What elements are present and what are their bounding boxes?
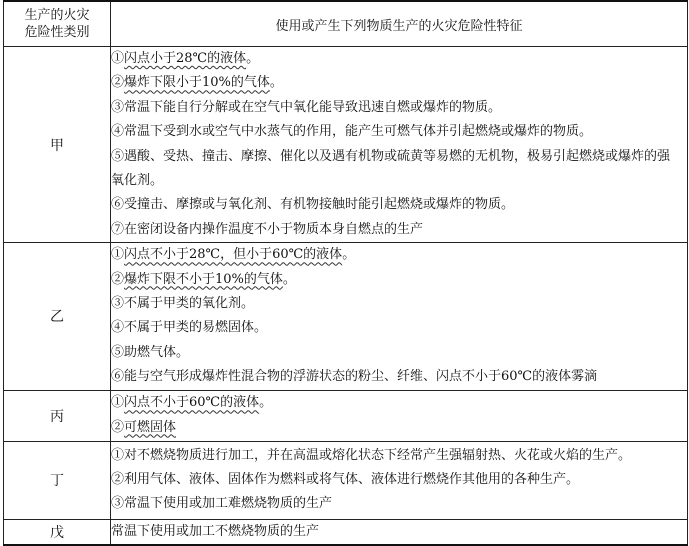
line-text: ②利用气体、液体、固体作为燃料或将气体、液体进行燃烧作其他用的各种生产。 (111, 471, 580, 487)
characteristic-line (111, 268, 687, 292)
line-text: ①对不燃烧物质进行加工，并在高温或熔化状态下经常产生强辐射热、火花或火焰的生产。 (111, 447, 632, 463)
line-text: ① (111, 51, 125, 66)
line-text-end: 。 (246, 51, 260, 66)
characteristic-line (111, 316, 687, 340)
hazard-class-cell: 甲 (4, 47, 111, 243)
hazard-class-cell: 戊 (4, 519, 111, 545)
header-hazard-category-line2: 危险性类别 (24, 25, 90, 40)
line-text: 常温下使用或加工不燃烧物质的生产 (111, 523, 320, 539)
line-text: 氧化剂。 (111, 173, 164, 189)
header-hazard-category (4, 1, 111, 47)
hazard-class-cell: 丙 (4, 390, 111, 441)
line-text-end: 。 (259, 395, 273, 411)
table-row (4, 519, 688, 545)
line-text: ⑦在密闭设备内操作温度不小于物质本身自燃点的生产 (111, 221, 424, 237)
characteristic-line (111, 218, 687, 242)
table-row (4, 47, 688, 243)
table-row (4, 390, 688, 441)
line-text: ④常温下受到水或空气中水蒸气的作用，能产生可燃气体并引起燃烧或爆炸的物质。 (111, 124, 593, 140)
header-hazard-category-line1: 生产的火灾 (24, 8, 90, 23)
characteristic-line (111, 145, 687, 169)
characteristic-line (111, 341, 687, 365)
fire-hazard-classification-table (3, 0, 688, 546)
line-text: ⑥受撞击、摩擦或与氧化剂、有机物接触时能引起燃烧或爆炸的物质。 (111, 197, 515, 213)
characteristics-cell (111, 47, 688, 243)
table-row (4, 441, 688, 519)
characteristic-line (111, 520, 687, 544)
line-text: ④不属于甲类的易燃固体。 (111, 320, 268, 336)
line-text: ① (111, 247, 125, 263)
wavy-underlined-text: 闪点不小于60℃的液体 (124, 395, 260, 411)
line-text: ② (111, 419, 125, 435)
characteristic-line (111, 243, 687, 267)
characteristic-line (111, 71, 687, 95)
wavy-underlined-text: 爆炸下限小于10%的气体 (124, 75, 270, 91)
characteristic-line (111, 47, 687, 71)
line-text: ⑤助燃气体。 (111, 344, 190, 360)
characteristic-line (111, 193, 687, 217)
line-text: ③不属于甲类的氧化剂。 (111, 296, 255, 312)
hazard-class-cell: 丁 (4, 441, 111, 519)
characteristic-line (111, 365, 687, 389)
characteristic-line (111, 169, 687, 193)
line-text-end: 。 (342, 247, 356, 263)
line-text: ② (111, 75, 125, 91)
line-text: ① (111, 395, 125, 411)
characteristic-line (111, 120, 687, 144)
characteristic-line (111, 492, 687, 516)
characteristic-line (111, 416, 687, 440)
line-text: ③常温下使用或加工难燃烧物质的生产 (111, 496, 333, 512)
wavy-underlined-text: 爆炸下限不小于10%的气体 (124, 271, 283, 287)
line-text: ② (111, 271, 125, 287)
characteristics-cell (111, 519, 688, 545)
table-header-row (4, 1, 688, 47)
characteristic-line (111, 96, 687, 120)
wavy-underlined-text: 可燃固体 (124, 419, 177, 435)
characteristics-cell (111, 441, 688, 519)
characteristics-cell (111, 243, 688, 390)
line-text-end: 。 (269, 75, 283, 91)
line-text: ③常温下能自行分解或在空气中氧化能导致迅速自燃或爆炸的物质。 (111, 99, 502, 115)
characteristic-line (111, 391, 687, 415)
line-text: ⑥能与空气形成爆炸性混合物的浮游状态的粉尘、纤维、闪点不小于60℃的液体雾滴 (111, 369, 598, 385)
table-row (4, 243, 688, 390)
wavy-underlined-text: 闪点不小于28℃，但小于60℃的液体 (124, 247, 343, 263)
characteristic-line (111, 444, 687, 468)
hazard-class-cell: 乙 (4, 243, 111, 390)
line-text: ⑤遇酸、受热、撞击、摩擦、催化以及遇有机物或硫黄等易燃的无机物，极易引起燃烧或爆炸的强 (111, 148, 671, 164)
wavy-underlined-text: 闪点小于28℃的液体 (124, 51, 247, 66)
line-text-end: 。 (282, 271, 296, 287)
characteristic-line (111, 468, 687, 492)
characteristic-line (111, 292, 687, 316)
header-hazard-characteristics: 使用或产生下列物质生产的火灾危险性特征 (111, 1, 688, 47)
characteristics-cell (111, 390, 688, 441)
